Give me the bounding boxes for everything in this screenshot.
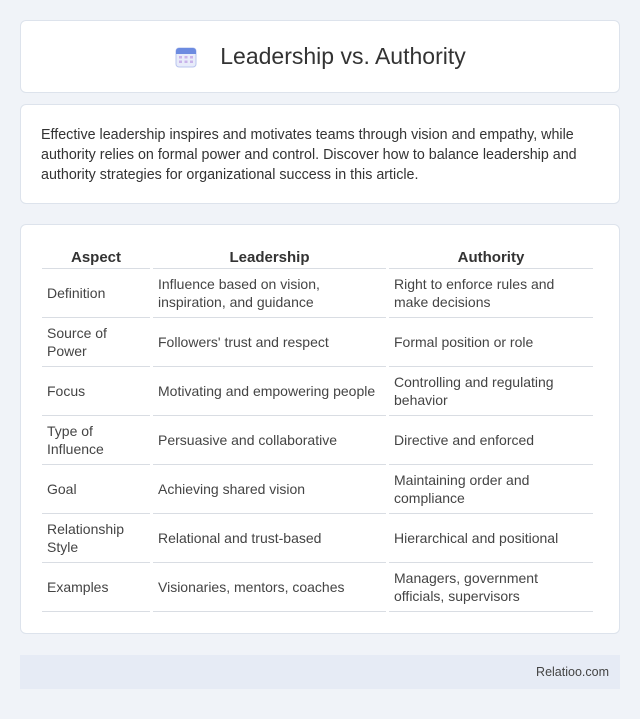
table-row [42,465,593,514]
footer-brand: Relatioo.com [536,665,609,679]
table-header-row [42,245,593,269]
table-row [42,318,593,367]
header-card [20,20,620,93]
table-row [42,563,593,612]
cell-leadership: Influence based on vision, inspiration, and guidance [153,269,386,318]
comparison-table [39,245,596,612]
cell-leadership: Persuasive and collaborative [153,416,386,465]
header-leadership: Leadership [153,245,386,269]
cell-aspect: Source of Power [42,318,150,367]
cell-authority: Right to enforce rules and make decisions [389,269,593,318]
cell-leadership: Followers' trust and respect [153,318,386,367]
header-aspect: Aspect [42,245,150,269]
cell-aspect: Focus [42,367,150,416]
cell-authority: Managers, government officials, supervisors [389,563,593,612]
table-row [42,514,593,563]
cell-authority: Hierarchical and positional [389,514,593,563]
cell-leadership: Achieving shared vision [153,465,386,514]
cell-aspect: Relationship Style [42,514,150,563]
cell-leadership: Relational and trust-based [153,514,386,563]
calendar-icon [174,45,198,69]
cell-authority: Formal position or role [389,318,593,367]
page-title: Leadership vs. Authority [220,43,466,69]
intro-card [20,104,620,204]
table-row [42,367,593,416]
cell-leadership: Motivating and empowering people [153,367,386,416]
comparison-card [20,224,620,634]
cell-aspect: Examples [42,563,150,612]
cell-authority: Maintaining order and compliance [389,465,593,514]
table-row [42,416,593,465]
cell-authority: Controlling and regulating behavior [389,367,593,416]
cell-aspect: Goal [42,465,150,514]
cell-aspect: Type of Influence [42,416,150,465]
table-row [42,269,593,318]
cell-leadership: Visionaries, mentors, coaches [153,563,386,612]
cell-authority: Directive and enforced [389,416,593,465]
header-authority: Authority [389,245,593,269]
intro-text: Effective leadership inspires and motivates teams through vision and empathy, while authority relies on formal power and control. Discover how to balance leadership and authority strategies for organizational success in this article. [41,127,577,183]
cell-aspect: Definition [42,269,150,318]
footer [20,655,620,689]
